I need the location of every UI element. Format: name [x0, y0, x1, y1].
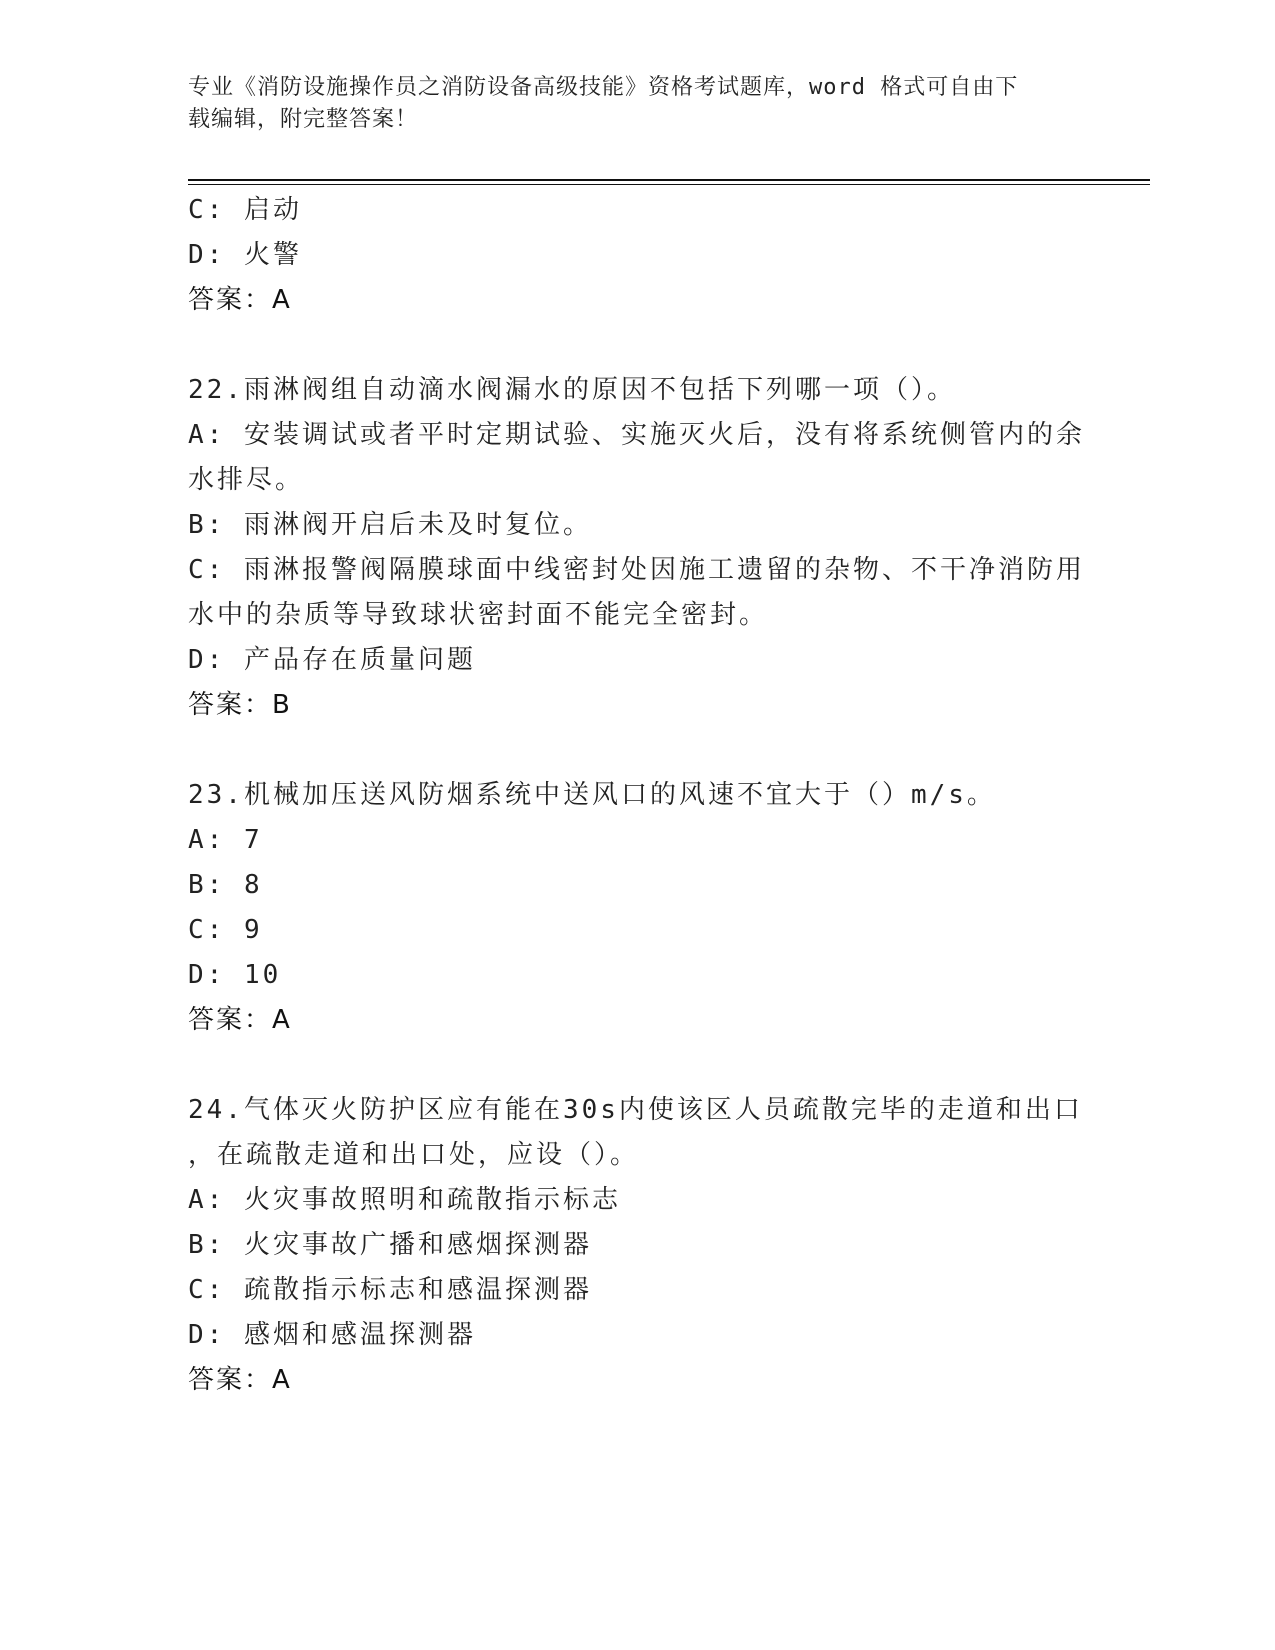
option-c-continued: 水中的杂质等导致球状密封面不能完全密封。 — [188, 600, 769, 630]
option-c: C: 雨淋报警阀隔膜球面中线密封处因施工遗留的杂物、不干净消防用 — [188, 555, 1085, 585]
option-c: C: 疏散指示标志和感温探测器 — [188, 1275, 592, 1305]
page-header — [188, 72, 1088, 136]
option-d: D: 10 — [188, 960, 282, 990]
answer-line: 答案：A — [188, 285, 292, 315]
header-line-1: 专业《消防设施操作员之消防设备高级技能》资格考试题库，word 格式可自由下 — [188, 75, 1019, 100]
question-text-continued: ，在疏散走道和出口处，应设（）。 — [188, 1140, 640, 1170]
option-a: A: 安装调试或者平时定期试验、实施灭火后，没有将系统侧管内的余 — [188, 420, 1085, 450]
question-text: 22.雨淋阀组自动滴水阀漏水的原因不包括下列哪一项（）。 — [188, 375, 956, 405]
question-24 — [188, 1088, 1088, 1403]
option-b: B: 8 — [188, 870, 263, 900]
option-c: C: 启动 — [188, 195, 302, 225]
answer-line: 答案：A — [188, 1365, 292, 1395]
spacer — [188, 1043, 1088, 1088]
question-23 — [188, 773, 1088, 1043]
answer-line: 答案：A — [188, 1005, 292, 1035]
option-d: D: 火警 — [188, 240, 302, 270]
option-a: A: 火灾事故照明和疏散指示标志 — [188, 1185, 621, 1215]
header-rule-thin — [188, 184, 1150, 185]
option-b: B: 雨淋阀开启后未及时复位。 — [188, 510, 592, 540]
option-c: C: 9 — [188, 915, 263, 945]
question-22 — [188, 368, 1088, 728]
answer-line: 答案：B — [188, 690, 292, 720]
spacer — [188, 728, 1088, 773]
header-line-2: 载编辑，附完整答案！ — [188, 107, 419, 132]
question-list — [188, 188, 1088, 1403]
option-b: B: 火灾事故广播和感烟探测器 — [188, 1230, 592, 1260]
spacer — [188, 323, 1088, 368]
option-d: D: 产品存在质量问题 — [188, 645, 476, 675]
header-rule-thick — [188, 179, 1150, 181]
option-d: D: 感烟和感温探测器 — [188, 1320, 476, 1350]
option-a-continued: 水排尽。 — [188, 465, 305, 495]
question-text: 24.气体灭火防护区应有能在30s内使该区人员疏散完毕的走道和出口 — [188, 1095, 1083, 1125]
option-a: A: 7 — [188, 825, 263, 855]
previous-question-tail — [188, 188, 1088, 323]
question-text: 23.机械加压送风防烟系统中送风口的风速不宜大于（）m/s。 — [188, 780, 996, 810]
